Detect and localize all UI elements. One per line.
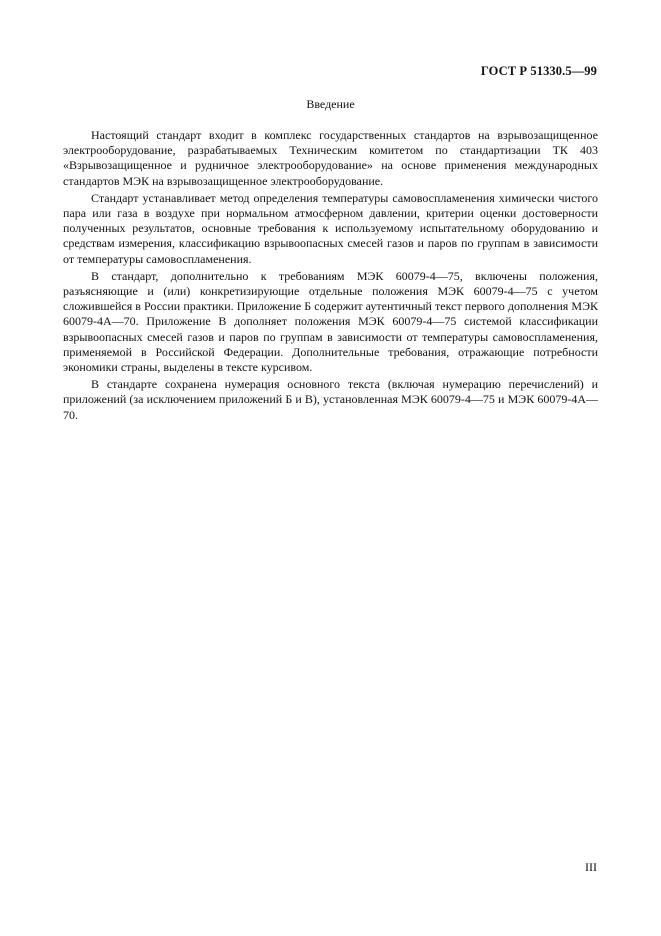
- paragraph-3: В стандарт, дополнительно к требованиям МЭК 60079-4—75, включены положения, разъясняющие и (или) конкретизирующие отдельные положения МЭК 60079-4—75 с учетом сложившейся в России практики. Приложение Б содержит аутентичный текст первого дополнения МЭК 60079-4А—70. Приложение В дополняет положения МЭК 60079-4—75 системой классификации взрывоопасных смесей газов и паров по группам в зависимости от температуры самовоспламенения, применяемой в Российской Федерации. Дополнительные требования, отражающие потребности экономики страны, выделены в тексте курсивом.: [63, 268, 598, 375]
- standard-code-header: ГОСТ Р 51330.5—99: [480, 64, 597, 78]
- introduction-body: [63, 128, 598, 425]
- paragraph-1: Настоящий стандарт входит в комплекс государственных стандартов на взрывозащищенное электрооборудование, разрабатываемых Техническим комитетом по стандартизации ТК 403 «Взрывозащищенное и рудничное электрооборудование» на основе применения международных стандартов МЭК на взрывозащищенное электрооборудование.: [63, 128, 598, 188]
- paragraph-2: Стандарт устанавливает метод определения температуры самовоспламенения химически чистого пара или газа в воздухе при нормальном атмосферном давлении, критерии оценки достоверности полученных результатов, основные требования к используемому испытательному оборудованию и средствам измерения, классификацию взрывоопасных смесей газов и паров по группам в зависимости от температуры самовоспламенения.: [63, 190, 598, 266]
- page-number: III: [585, 860, 597, 874]
- section-title: Введение: [306, 97, 355, 111]
- paragraph-4: В стандарте сохранена нумерация основного текста (включая нумерацию перечислений) и приложений (за исключением приложений Б и В), установленная МЭК 60079-4—75 и МЭК 60079-4А—70.: [63, 377, 598, 422]
